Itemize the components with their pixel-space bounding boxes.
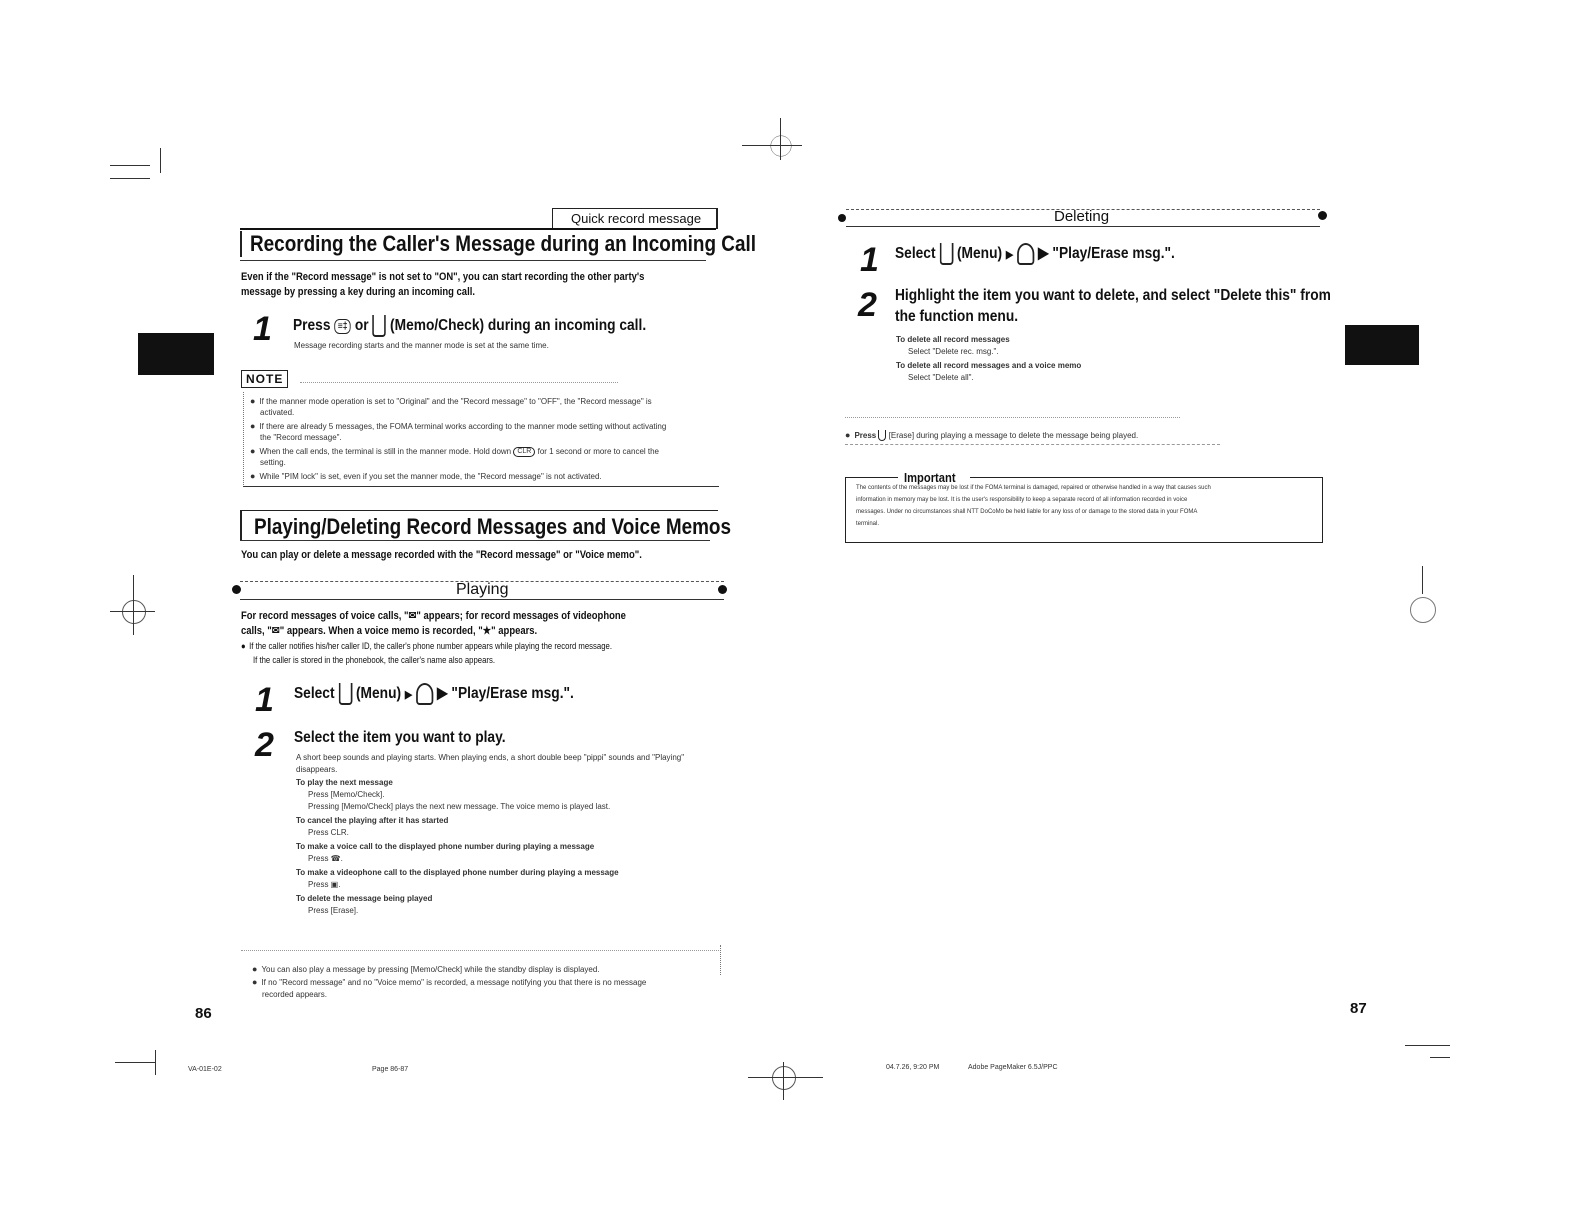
voice-record-icon: ✉ bbox=[408, 610, 417, 622]
detail-heading: To delete all record messages and a voice memo bbox=[896, 361, 1082, 370]
playing-text-line-1: For record messages of voice calls, "✉" appears; for record messages of videophone bbox=[241, 610, 626, 622]
playing-header-left-dot bbox=[232, 585, 241, 594]
section-title: Playing/Deleting Record Messages and Voice Memos bbox=[254, 514, 732, 539]
step-number: 2 bbox=[255, 726, 274, 764]
memo-check-key-icon bbox=[372, 315, 386, 337]
mail-key-icon: ≡‡ bbox=[334, 319, 351, 334]
crop-mark bbox=[783, 1062, 784, 1100]
play-step-2-instruction: Select the item you want to play. bbox=[294, 729, 506, 746]
page-title-text: Recording the Caller's Message during an Incoming Call bbox=[250, 231, 756, 256]
detail-heading: To delete the message being played bbox=[296, 894, 433, 903]
crop-mark bbox=[110, 611, 155, 612]
bottom-note-cont: recorded appears. bbox=[262, 990, 327, 999]
detail-line: Press [Memo/Check]. bbox=[308, 790, 385, 799]
footer-app: Adobe PageMaker 6.5J/PPC bbox=[968, 1064, 1058, 1071]
section-tab-label: Quick record message bbox=[571, 211, 702, 226]
registration-mark bbox=[771, 136, 792, 157]
menu-key-icon bbox=[338, 683, 352, 705]
registration-mark bbox=[122, 600, 146, 624]
crop-mark bbox=[115, 1062, 155, 1063]
important-title: Important bbox=[898, 469, 970, 487]
info-bottom-rule bbox=[845, 444, 1220, 446]
crop-mark bbox=[155, 1050, 156, 1075]
crop-mark bbox=[160, 148, 161, 173]
page-title bbox=[240, 231, 838, 257]
page-number-left: 86 bbox=[195, 1005, 212, 1022]
crop-mark bbox=[748, 1077, 823, 1078]
play-step-2-sub: disappears. bbox=[296, 765, 338, 774]
detail-heading: To delete all record messages bbox=[896, 335, 1010, 344]
intro-line-2: message by pressing a key during an incoming call. bbox=[241, 286, 475, 298]
clear-key-icon: CLR bbox=[513, 447, 535, 457]
section-intro: You can play or delete a message recorded with the "Record message" or "Voice memo". bbox=[241, 549, 642, 561]
deleting-header-rule bbox=[846, 226, 1320, 227]
delete-step-2-line-2: the function menu. bbox=[895, 308, 1019, 325]
footer-page-range: Page 86-87 bbox=[372, 1066, 409, 1073]
step-1-instruction: Press ≡‡ or (Memo/Check) during an incoming call. bbox=[293, 315, 704, 337]
detail-line: Pressing [Memo/Check] plays the next new message. The voice memo is played last. bbox=[308, 802, 611, 811]
detail-heading: To cancel the playing after it has started bbox=[296, 816, 449, 825]
detail-line: Press ▣. bbox=[308, 880, 341, 889]
info-line: ● Press [Erase] during playing a message to delete the message being played. bbox=[845, 429, 1138, 442]
message-menu-icon bbox=[1017, 243, 1034, 265]
note-item-cont: setting. bbox=[260, 458, 286, 467]
footer-timestamp: 04.7.26, 9:20 PM bbox=[886, 1064, 940, 1071]
note-item-cont: activated. bbox=[260, 408, 295, 417]
step-number: 1 bbox=[253, 310, 272, 348]
playing-text-line-2: calls, "✉" appears. When a voice memo is recorded, "★" appears. bbox=[241, 625, 538, 637]
important-line: information in memory may be lost. It is the user's responsibility to keep a separate record of all information recorded in voice bbox=[856, 497, 1188, 503]
section-title-underline bbox=[240, 540, 710, 541]
note-item: ● If there are already 5 messages, the FOMA terminal works according to the manner mode setting without activating bbox=[250, 420, 666, 433]
note-label: NOTE bbox=[241, 370, 288, 388]
intro-line-1: Even if the "Record message" is not set to "ON", you can start recording the other party's bbox=[241, 271, 645, 283]
important-line: The contents of the messages may be lost if the FOMA terminal is damaged, repaired or otherwise handled in a way that causes such bbox=[856, 485, 1211, 491]
title-rule bbox=[240, 228, 716, 230]
arrow-icon: ▶ bbox=[1005, 249, 1014, 262]
playing-header-right-dot bbox=[718, 585, 727, 594]
detail-line: Select "Delete rec. msg.". bbox=[908, 347, 999, 356]
title-underline bbox=[240, 260, 706, 261]
detail-heading: To play the next message bbox=[296, 778, 393, 787]
crop-mark bbox=[1405, 1045, 1450, 1046]
playing-header-rule bbox=[240, 599, 724, 600]
note-item: ● While "PIM lock" is set, even if you set the manner mode, the "Record message" is not activated. bbox=[250, 470, 602, 483]
bottom-note: ● If no "Record message" and no "Voice memo" is recorded, a message notifying you that there is no message bbox=[252, 976, 646, 989]
erase-key-icon bbox=[878, 430, 886, 441]
section-tab bbox=[552, 208, 718, 229]
crop-mark bbox=[1422, 566, 1423, 594]
bottom-note: ● You can also play a message by pressing [Memo/Check] while the standby display is displayed. bbox=[252, 963, 600, 976]
thumb-tab-left bbox=[138, 333, 214, 375]
registration-mark bbox=[772, 1066, 796, 1090]
step-1-subtext: Message recording starts and the manner mode is set at the same time. bbox=[294, 341, 549, 350]
play-step-1-instruction: Select (Menu) ▶ ▶ "Play/Erase msg.". bbox=[294, 683, 619, 705]
video-record-icon: ✉ bbox=[271, 625, 280, 637]
note-item-cont: the "Record message". bbox=[260, 433, 342, 442]
footer-file-id: VA-01E-02 bbox=[188, 1066, 222, 1073]
playing-header: Playing bbox=[456, 581, 509, 598]
page-number-right: 87 bbox=[1350, 1000, 1367, 1017]
caller-id-note: ● If the caller notifies his/her caller ID, the caller's phone number appears while playing the record message. bbox=[241, 639, 672, 654]
important-line: messages. Under no circumstances shall NTT DoCoMo be held liable for any loss of or damage to the stored data in your FOMA bbox=[856, 509, 1198, 515]
note-item: ● When the call ends, the terminal is still in the manner mode. Hold down CLR for 1 second or more to cancel the bbox=[250, 445, 659, 458]
crop-mark bbox=[780, 118, 781, 160]
section-title-box bbox=[240, 510, 732, 541]
detail-heading: To make a videophone call to the displayed phone number during playing a message bbox=[296, 868, 619, 877]
bottom-note-right-rule bbox=[720, 945, 722, 975]
deleting-header: Deleting bbox=[1054, 208, 1110, 225]
crop-mark bbox=[742, 145, 802, 146]
note-left-rule bbox=[243, 392, 245, 487]
crop-mark bbox=[110, 165, 150, 166]
menu-key-icon bbox=[939, 243, 953, 265]
delete-step-1-instruction: Select (Menu) ▶ ▶ "Play/Erase msg.". bbox=[895, 243, 1220, 265]
crop-mark bbox=[133, 575, 134, 635]
crop-mark bbox=[110, 178, 150, 179]
thumb-tab-right bbox=[1345, 325, 1419, 365]
play-step-2-sub: A short beep sounds and playing starts. When playing ends, a short double beep "pippi" sounds and "Playing" bbox=[296, 753, 685, 762]
detail-line: Press [Erase]. bbox=[308, 906, 359, 915]
detail-line: Press CLR. bbox=[308, 828, 349, 837]
registration-mark bbox=[1410, 597, 1436, 623]
detail-line: Select "Delete all". bbox=[908, 373, 974, 382]
deleting-header-right-dot bbox=[1318, 211, 1327, 220]
step-number: 1 bbox=[255, 681, 274, 719]
step-number: 2 bbox=[858, 286, 877, 324]
note-bottom-rule bbox=[243, 486, 719, 487]
bottom-note-rule bbox=[241, 950, 719, 952]
deleting-header-left-dot bbox=[838, 214, 846, 222]
step-number: 1 bbox=[860, 241, 879, 279]
info-top-rule bbox=[845, 417, 1180, 419]
detail-line: Press ☎. bbox=[308, 854, 343, 863]
note-dotted-rule bbox=[300, 382, 618, 384]
note-item: ● If the manner mode operation is set to "Original" and the "Record message" to "OFF", the "Record message" is bbox=[250, 395, 652, 408]
delete-step-2-line-1: Highlight the item you want to delete, and select "Delete this" from bbox=[895, 287, 1331, 304]
detail-heading: To make a voice call to the displayed phone number during playing a message bbox=[296, 842, 595, 851]
important-line: terminal. bbox=[856, 521, 880, 527]
crop-mark bbox=[1430, 1057, 1450, 1058]
caller-id-note-cont: If the caller is stored in the phonebook, the caller's name also appears. bbox=[253, 655, 495, 665]
message-menu-icon bbox=[416, 683, 433, 705]
